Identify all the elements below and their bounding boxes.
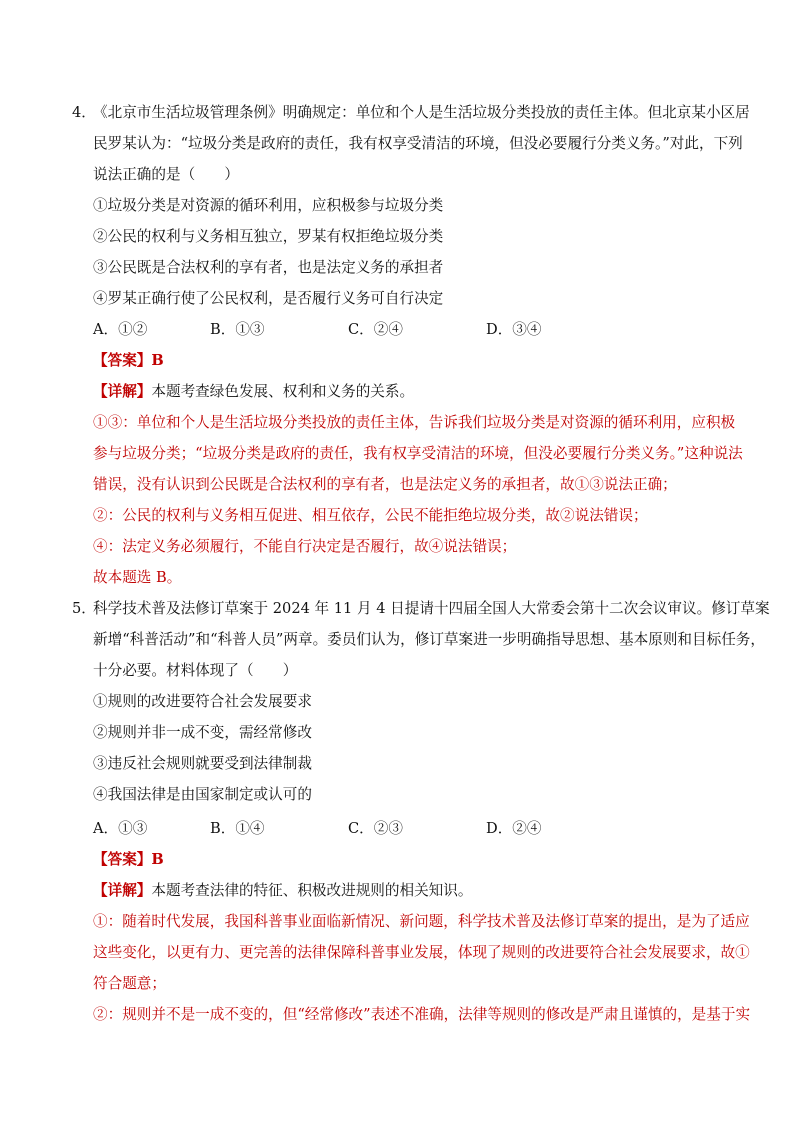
question-4-stem-line-3: 说法正确的是（ ） [93,166,239,183]
question-5-statement-4: ④我国法律是由国家制定或认可的 [93,786,312,803]
question-4-option-c: C．②④ [348,321,403,338]
question-4-detail [93,382,414,402]
question-5-detail [93,881,472,901]
question-4-analysis-line-3: 错误，没有认识到公民既是合法权利的享有者，也是法定义务的承担者，故①③说法正确； [93,476,677,493]
question-5-analysis-line-3: 符合题意； [93,975,166,992]
question-5-stem-line-3: 十分必要。材料体现了（ ） [93,662,298,679]
question-4-option-d: D．③④ [486,321,542,338]
question-5-statement-3: ③违反社会规则就要受到法律制裁 [93,755,312,772]
question-4-analysis-line-4: ②：公民的权利与义务相互促进、相互依存，公民不能拒绝垃圾分类，故②说法错误； [93,507,648,524]
question-5-stem-line-2: 新增“科普活动”和“科普人员”两章。委员们认为，修订草案进一步明确指导思想、基本原则和目标任务， [93,631,765,648]
question-5-statement-1: ①规则的改进要符合社会发展要求 [93,693,312,710]
question-4-stem-line-1: 《北京市生活垃圾管理条例》明确规定：单位和个人是生活垃圾分类投放的责任主体。但北京某小区居 [93,104,750,121]
question-4-analysis-line-5: ④：法定义务必须履行，不能自行决定是否履行，故④说法错误； [93,538,517,555]
question-5-analysis-line-1: ①：随着时代发展，我国科普事业面临新情况、新问题，科学技术普及法修订草案的提出，是为了适应 [93,913,750,930]
question-4-statement-2: ②公民的权利与义务相互独立，罗某有权拒绝垃圾分类 [93,228,444,245]
question-5-number: 5． [72,600,96,617]
question-5-stem-line-1: 科学技术普及法修订草案于 2024 年 11 月 4 日提请十四届全国人大常委会第十二次会议审议。修订草案 [93,600,770,617]
question-4-statement-4: ④罗某正确行使了公民权利，是否履行义务可自行决定 [93,290,444,307]
question-5-option-c: C．②③ [348,820,403,837]
question-5-analysis-line-4: ②：规则并不是一成不变的，但“经常修改”表述不准确，法律等规则的修改是严肃且谨慎的，是基于实 [93,1006,751,1023]
question-5-detail-label: 【详解】 [93,882,152,899]
question-5-option-b: B．①④ [210,820,265,837]
question-5-statement-2: ②规则并非一成不变，需经常修改 [93,724,312,741]
question-4-number: 4． [72,104,96,121]
question-4-analysis-line-2: 参与垃圾分类；“垃圾分类是政府的责任，我有权享受清洁的环境，但没必要履行分类义务。”这种说法 [93,445,743,462]
question-4-stem-line-2: 民罗某认为：“垃圾分类是政府的责任，我有权享受清洁的环境，但没必要履行分类义务。”对此，下列 [93,135,743,152]
question-5-answer: 【答案】B [93,851,164,868]
question-4-detail-label: 【详解】 [93,383,152,400]
question-4-option-b: B．①③ [210,321,265,338]
question-5-detail-intro: 本题考查法律的特征、积极改进规则的相关知识。 [151,882,473,899]
question-4-option-a: A．①② [93,321,148,338]
question-4-answer: 【答案】B [93,352,164,369]
question-5-analysis-line-2: 这些变化，以更有力、更完善的法律保障科普事业发展，体现了规则的改进要符合社会发展要求，故① [93,944,750,961]
question-5-option-d: D．②④ [486,820,542,837]
question-4-conclusion: 故本题选 B。 [93,569,182,586]
question-4-statement-1: ①垃圾分类是对资源的循环利用，应积极参与垃圾分类 [93,197,444,214]
question-5-option-a: A．①③ [93,820,148,837]
question-4-detail-intro: 本题考查绿色发展、权利和义务的关系。 [151,383,415,400]
question-4-analysis-line-1: ①③：单位和个人是生活垃圾分类投放的责任主体，告诉我们垃圾分类是对资源的循环利用，应积极 [93,414,736,431]
question-4-statement-3: ③公民既是合法权利的享有者，也是法定义务的承担者 [93,259,444,276]
